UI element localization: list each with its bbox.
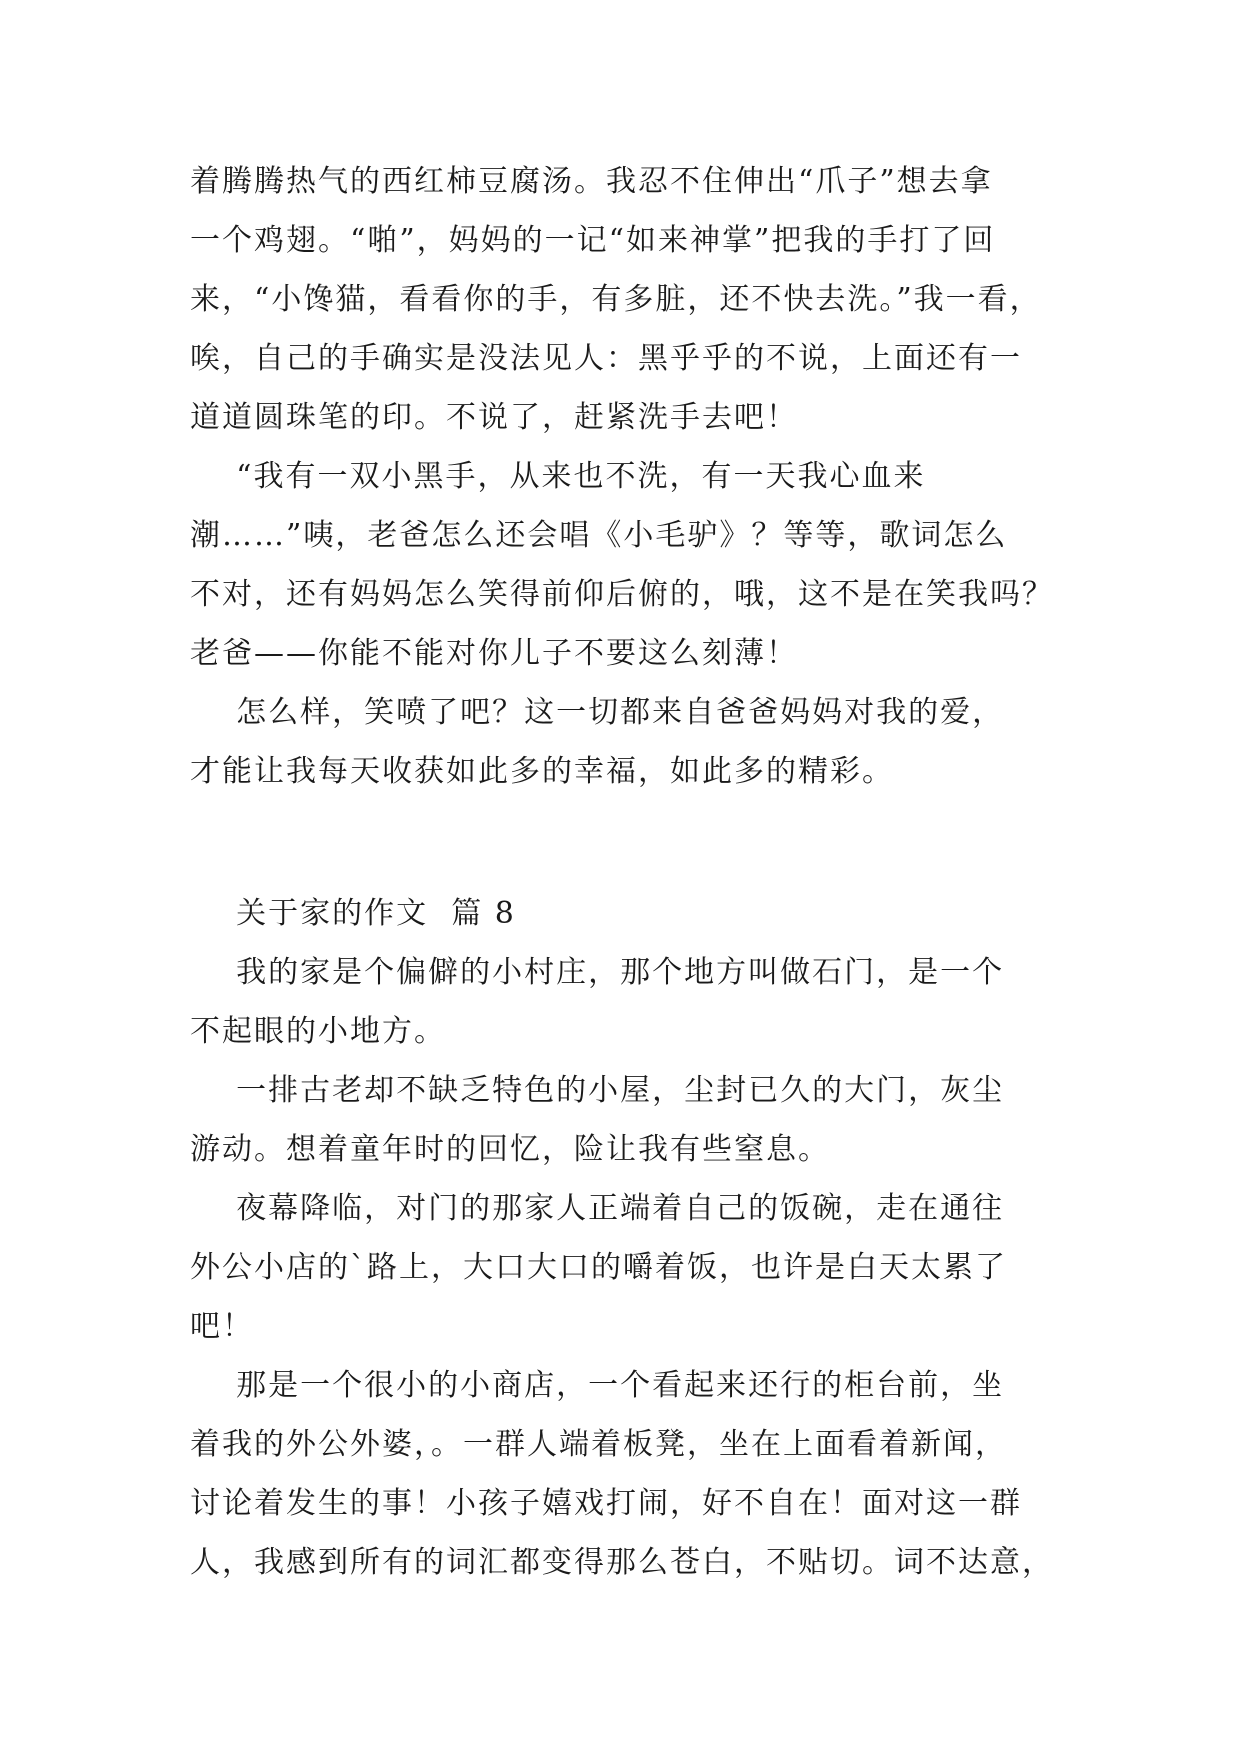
paragraph-line: 才能让我每天收获如此多的幸福，如此多的精彩。 <box>190 754 894 789</box>
paragraph-line: 怎么样，笑喷了吧？这一切都来自爸爸妈妈对我的爱， <box>190 695 1005 730</box>
section-spacer <box>190 801 1070 884</box>
paragraph-line: “我有一双小黑手，从来也不洗，有一天我心血来 <box>190 459 926 494</box>
paragraph-line: 道道圆珠笔的印。不说了，赶紧洗手去吧！ <box>190 400 798 435</box>
paragraph-line: 潮……”咦，老爸怎么还会唱《小毛驴》？等等，歌词怎么 <box>190 518 1008 553</box>
paragraph-line: 来，“小馋猫，看看你的手，有多脏，还不快去洗。”我一看， <box>190 282 1042 317</box>
paragraph-line: 我的家是个偏僻的小村庄，那个地方叫做石门，是一个 <box>190 955 1005 990</box>
paragraph-line: 着腾腾热气的西红柿豆腐汤。我忍不住伸出“爪子”想去拿 <box>190 164 993 199</box>
essay-body <box>190 152 1070 1592</box>
section-heading: 关于家的作文 篇 8 <box>190 896 516 931</box>
paragraph-line: 着我的外公外婆，。一群人端着板凳，坐在上面看着新闻， <box>190 1427 1007 1462</box>
paragraph-line: 游动。想着童年时的回忆，险让我有些窒息。 <box>190 1132 830 1167</box>
paragraph-line: 吧！ <box>190 1309 254 1344</box>
paragraph-line: 不起眼的小地方。 <box>190 1014 446 1049</box>
paragraph-line: 一个鸡翅。“啪”，妈妈的一记“如来神掌”把我的手打了回 <box>190 223 996 258</box>
paragraph-line: 唉，自己的手确实是没法见人：黑乎乎的不说，上面还有一 <box>190 341 1022 376</box>
paragraph-line: 不对，还有妈妈怎么笑得前仰后俯的，哦，这不是在笑我吗？ <box>190 577 1054 612</box>
paragraph-line: 那是一个很小的小商店，一个看起来还行的柜台前，坐 <box>190 1368 1005 1403</box>
paragraph-line: 老爸——你能不能对你儿子不要这么刻薄！ <box>190 636 798 671</box>
paragraph-line: 一排古老却不缺乏特色的小屋，尘封已久的大门，灰尘 <box>190 1073 1005 1108</box>
paragraph-line: 讨论着发生的事！小孩子嬉戏打闹，好不自在！面对这一群 <box>190 1486 1022 1521</box>
paragraph-line: 人，我感到所有的词汇都变得那么苍白，不贴切。词不达意， <box>190 1545 1054 1580</box>
paragraph-line: 外公小店的`路上，大口大口的嚼着饭，也许是白天太累了 <box>190 1250 1007 1285</box>
paragraph-line: 夜幕降临，对门的那家人正端着自己的饭碗，走在通往 <box>190 1191 1005 1226</box>
